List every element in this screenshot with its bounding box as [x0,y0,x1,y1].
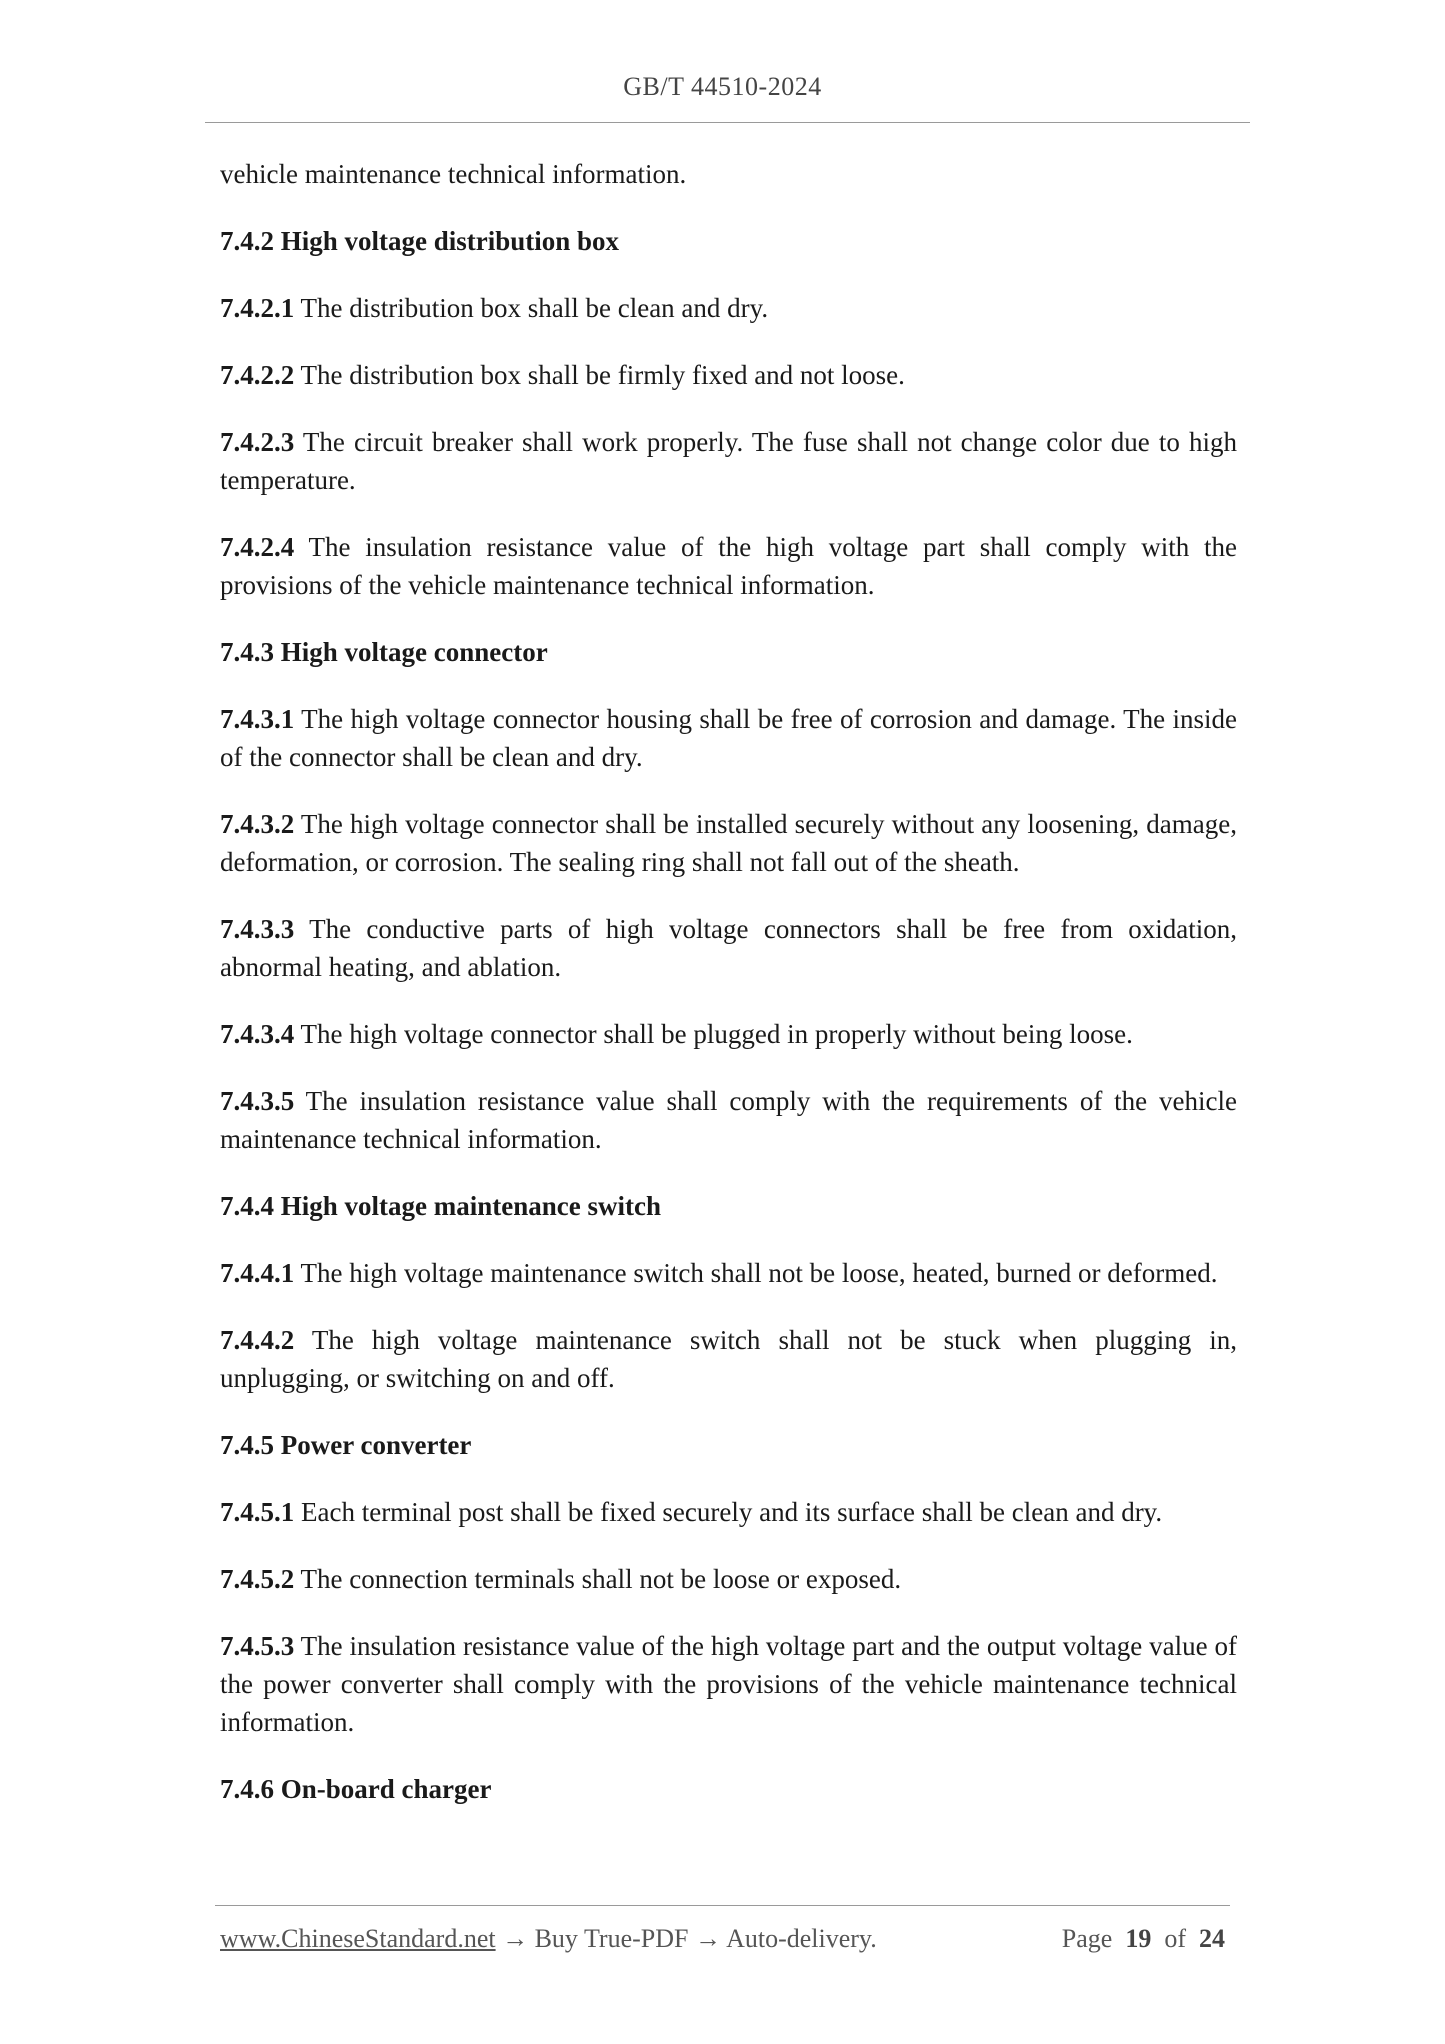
clause-number: 7.4.3.4 [220,1019,295,1049]
clause-paragraph [220,910,1237,986]
page-label: Page [1061,1924,1113,1953]
clause-text: The high voltage maintenance switch shall not be stuck when plugging in, unplugging, or switching on and off. [220,1325,1238,1393]
clause-number: 7.4.2 [220,226,274,256]
footer-divider [215,1905,1230,1906]
clause-number: 7.4.3.5 [220,1086,295,1116]
clause-number: 7.4.2.2 [220,360,295,390]
clause-text: The conductive parts of high voltage connectors shall be free from oxidation, abnormal heating, and ablation. [220,914,1237,982]
clause-number: 7.4.4.1 [220,1258,295,1288]
clause-text: Each terminal post shall be fixed securely and its surface shall be clean and dry. [301,1497,1163,1527]
footer-promo [220,1924,877,1953]
clause-text: The insulation resistance value shall comply with the requirements of the vehicle maintenance technical information. [220,1086,1237,1154]
clause-text: The insulation resistance value of the high voltage part and the output voltage value of the power converter shall comply with the provisions of the vehicle maintenance technical information. [220,1631,1238,1737]
clause-paragraph [220,289,1237,327]
clause-text: The high voltage connector shall be plugged in properly without being loose. [300,1019,1133,1049]
clause-paragraph [220,155,1237,193]
section-heading [220,222,1237,260]
clause-number: 7.4.4.2 [220,1325,295,1355]
clause-paragraph [220,1015,1237,1053]
clause-number: 7.4.2.4 [220,532,295,562]
section-heading [220,1426,1237,1464]
clause-number: 7.4.5.3 [220,1631,295,1661]
page-current: 19 [1125,1924,1152,1953]
clause-paragraph [220,805,1237,881]
clause-paragraph [220,1560,1237,1598]
clause-paragraph [220,1254,1237,1292]
clause-text: The distribution box shall be firmly fixed and not loose. [300,360,905,390]
clause-paragraph [220,423,1237,499]
clause-paragraph [220,1321,1237,1397]
heading-text: High voltage connector [280,637,548,667]
clause-number: 7.4.5.1 [220,1497,295,1527]
clause-number: 7.4.6 [220,1774,274,1804]
clause-text: The connection terminals shall not be loose or exposed. [300,1564,902,1594]
clause-number: 7.4.3 [220,637,274,667]
delivery-text: Auto-delivery. [726,1924,877,1953]
clause-paragraph [220,1493,1237,1531]
section-heading [220,633,1237,671]
page-header-title: GB/T 44510-2024 [623,72,822,101]
clause-number: 7.4.4 [220,1191,274,1221]
page-number [1062,1924,1225,1954]
heading-text: High voltage distribution box [280,226,620,256]
section-heading [220,1770,1237,1808]
clause-number: 7.4.3.3 [220,914,295,944]
clause-text: The insulation resistance value of the high voltage part shall comply with the provisions of the vehicle maintenance technical information. [220,532,1237,600]
clause-number: 7.4.3.1 [220,704,295,734]
clause-number: 7.4.3.2 [220,809,295,839]
document-body [220,155,1237,1837]
clause-text: The high voltage maintenance switch shall not be loose, heated, burned or deformed. [300,1258,1218,1288]
clause-number: 7.4.2.1 [220,293,295,323]
clause-paragraph [220,528,1237,604]
clause-number: 7.4.5 [220,1430,274,1460]
header-divider [205,122,1250,123]
clause-text: vehicle maintenance technical information. [220,159,687,189]
heading-text: High voltage maintenance switch [280,1191,661,1221]
heading-text: On-board charger [280,1774,492,1804]
page-total: 24 [1199,1924,1225,1953]
page-footer [220,1924,1230,1954]
arrow-right-icon: → [695,1924,721,1953]
clause-paragraph [220,1627,1237,1741]
clause-text: The circuit breaker shall work properly. The fuse shall not change color due to high temperature. [220,427,1237,495]
website-link[interactable]: www.ChineseStandard.net [220,1924,496,1953]
clause-paragraph [220,1082,1237,1158]
clause-text: The distribution box shall be clean and dry. [300,293,769,323]
arrow-right-icon: → [502,1924,529,1953]
buy-text: Buy True-PDF [534,1924,689,1953]
clause-paragraph [220,356,1237,394]
clause-number: 7.4.5.2 [220,1564,295,1594]
section-heading [220,1187,1237,1225]
clause-text: The high voltage connector shall be installed securely without any loosening, damage, deformation, or corrosion. The sealing ring shall not fall out of the sheath. [220,809,1237,877]
page-of: of [1164,1924,1186,1953]
clause-paragraph [220,700,1237,776]
clause-number: 7.4.2.3 [220,427,295,457]
heading-text: Power converter [280,1430,472,1460]
clause-text: The high voltage connector housing shall be free of corrosion and damage. The inside of the connector shall be clean and dry. [220,704,1237,772]
